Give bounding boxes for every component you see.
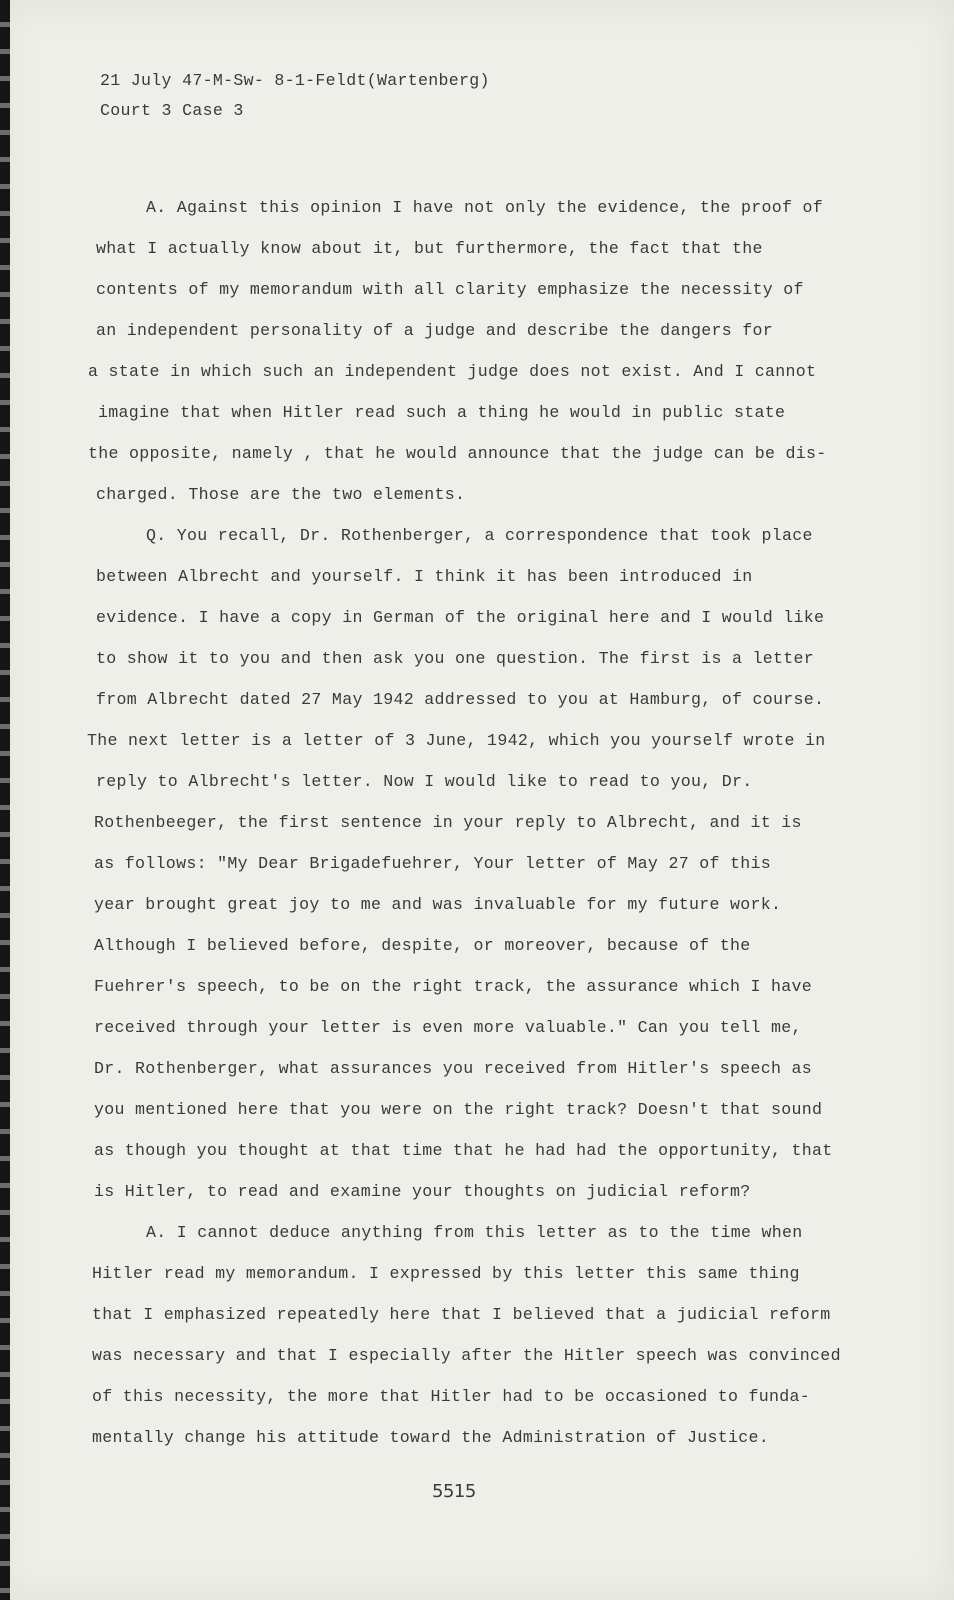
text-line: the opposite, namely , that he would announce that the judge can be dis- bbox=[88, 444, 827, 463]
text-line: imagine that when Hitler read such a thing he would in public state bbox=[98, 403, 786, 422]
text-line: is Hitler, to read and examine your thoughts on judicial reform? bbox=[94, 1182, 751, 1201]
text-line: A. I cannot deduce anything from this letter as to the time when bbox=[146, 1223, 803, 1242]
binding-edge bbox=[0, 0, 10, 1600]
text-line: of this necessity, the more that Hitler had to be occasioned to funda- bbox=[92, 1387, 811, 1406]
text-line: Although I believed before, despite, or moreover, because of the bbox=[94, 936, 751, 955]
text-line: Rothenbeeger, the first sentence in your reply to Albrecht, and it is bbox=[94, 813, 802, 832]
text-line: Dr. Rothenberger, what assurances you received from Hitler's speech as bbox=[94, 1059, 813, 1078]
text-line: A. Against this opinion I have not only the evidence, the proof of bbox=[146, 198, 824, 217]
text-line: charged. Those are the two elements. bbox=[96, 485, 466, 504]
text-line: evidence. I have a copy in German of the original here and I would like bbox=[96, 608, 825, 627]
text-line: an independent personality of a judge and describe the dangers for bbox=[96, 321, 774, 340]
text-line: received through your letter is even more valuable." Can you tell me, bbox=[94, 1018, 802, 1037]
text-line: you mentioned here that you were on the right track? Doesn't that sound bbox=[94, 1100, 823, 1119]
document-header bbox=[100, 66, 490, 126]
text-line: contents of my memorandum with all clarity emphasize the necessity of bbox=[96, 280, 804, 299]
text-line: year brought great joy to me and was invaluable for my future work. bbox=[94, 895, 782, 914]
text-line: between Albrecht and yourself. I think it has been introduced in bbox=[96, 567, 753, 586]
text-line: as though you thought at that time that he had had the opportunity, that bbox=[94, 1141, 833, 1160]
text-line: was necessary and that I especially after the Hitler speech was convinced bbox=[92, 1346, 841, 1365]
text-line: The next letter is a letter of 3 June, 1942, which you yourself wrote in bbox=[87, 731, 826, 750]
header-date-line: 21 July 47-M-Sw- 8-1-Feldt(Wartenberg) bbox=[100, 71, 490, 90]
text-line: Hitler read my memorandum. I expressed by this letter this same thing bbox=[92, 1264, 800, 1283]
text-line: from Albrecht dated 27 May 1942 addressed to you at Hamburg, of course. bbox=[96, 690, 825, 709]
text-line: reply to Albrecht's letter. Now I would like to read to you, Dr. bbox=[96, 772, 753, 791]
text-line: to show it to you and then ask you one question. The first is a letter bbox=[96, 649, 815, 668]
header-court-line: Court 3 Case 3 bbox=[100, 101, 244, 120]
text-line: a state in which such an independent judge does not exist. And I cannot bbox=[88, 362, 817, 381]
page-number: 5515 bbox=[432, 1481, 476, 1502]
text-line: that I emphasized repeatedly here that I believed that a judicial reform bbox=[92, 1305, 831, 1324]
text-line: Q. You recall, Dr. Rothenberger, a correspondence that took place bbox=[146, 526, 813, 545]
text-line: mentally change his attitude toward the Administration of Justice. bbox=[92, 1428, 770, 1447]
text-line: as follows: "My Dear Brigadefuehrer, Your letter of May 27 of this bbox=[94, 854, 772, 873]
text-line: what I actually know about it, but furthermore, the fact that the bbox=[96, 239, 763, 258]
text-line: Fuehrer's speech, to be on the right track, the assurance which I have bbox=[94, 977, 813, 996]
